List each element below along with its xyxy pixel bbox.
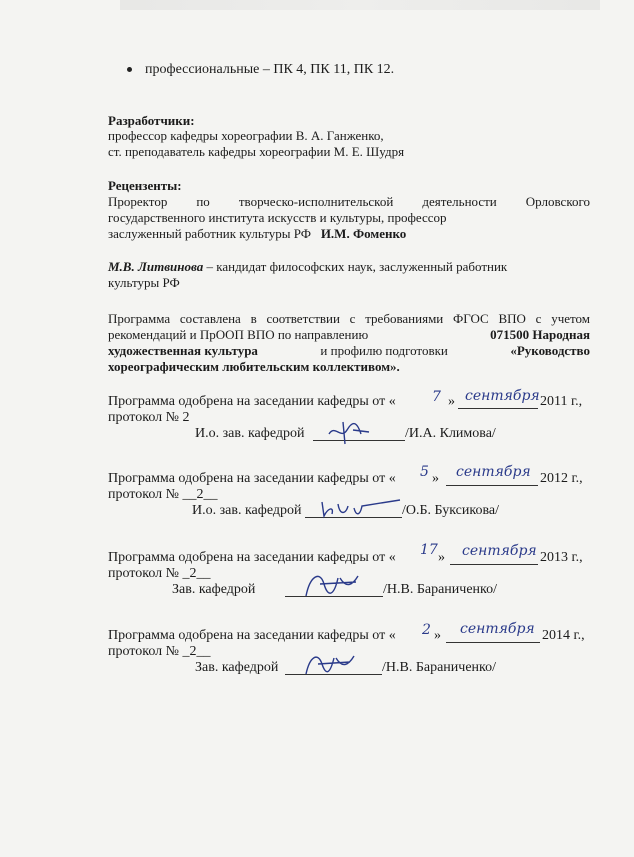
approval-2-signature xyxy=(318,494,402,520)
approval-1-year: 2011 г., xyxy=(540,394,583,409)
reviewers-heading: Рецензенты: xyxy=(108,178,182,193)
approval-2-month: сентября xyxy=(456,464,531,480)
competence-bullet: профессиональные – ПК 4, ПК 11, ПК 12. xyxy=(145,62,395,77)
approval-4-quote: » xyxy=(434,628,441,643)
approval-4-year: 2014 г., xyxy=(542,628,585,643)
developer-2: ст. преподаватель кафедры хореографии М. Е. Шудря xyxy=(108,144,405,159)
approval-3-name: /Н.В. Бараниченко/ xyxy=(383,582,498,597)
approval-1-day: 7 xyxy=(432,389,441,405)
approval-1-signature xyxy=(325,418,375,446)
reviewer-2-desc: – кандидат философских наук, заслуженный работник xyxy=(203,259,508,274)
reviewer-1-title: заслуженный работник культуры РФ xyxy=(108,226,312,241)
approval-2-role: И.о. зав. кафедрой xyxy=(192,503,302,518)
approval-4-protocol: протокол № _2__ xyxy=(108,644,211,659)
reviewer-2-line-1 xyxy=(108,259,507,275)
approval-4-role: Зав. кафедрой xyxy=(195,660,279,675)
approval-3-day: 17 xyxy=(420,542,438,558)
approval-1-text: Программа одобрена на заседании кафедры от « xyxy=(108,394,396,409)
approval-1-quote: » xyxy=(448,394,455,409)
program-line-3 xyxy=(108,343,590,359)
developer-1: профессор кафедры хореографии В. А. Ганженко, xyxy=(108,128,384,143)
approval-4-name: /Н.В. Бараниченко/ xyxy=(382,660,497,675)
reviewer-1-name: И.М. Фоменко xyxy=(320,226,407,241)
program-line-4: хореографическим любительским коллективом». xyxy=(108,359,400,374)
approval-4-month: сентября xyxy=(460,621,535,637)
program-line-2 xyxy=(108,327,590,343)
approval-3-quote: » xyxy=(438,550,445,565)
approval-3-text: Программа одобрена на заседании кафедры от « xyxy=(108,550,396,565)
scan-artifact xyxy=(120,0,600,10)
approval-1-name: /И.А. Климова/ xyxy=(405,426,496,441)
approval-2-text: Программа одобрена на заседании кафедры от « xyxy=(108,471,396,486)
approval-2-quote: » xyxy=(432,471,439,486)
program-direction: 071500 Народная xyxy=(490,327,590,342)
program-profile: «Руководство xyxy=(510,343,590,358)
developers-heading: Разработчики: xyxy=(108,113,195,128)
reviewer-1-line-2: государственного института искусств и культуры, профессор xyxy=(108,210,447,225)
program-line-1: Программа составлена в соответствии с требованиями ФГОС ВПО с учетом xyxy=(108,311,590,326)
reviewer-1-line-3 xyxy=(108,226,406,242)
approval-4-month-line xyxy=(446,642,540,643)
approval-1-month-line xyxy=(458,408,538,409)
approval-4-day: 2 xyxy=(422,622,431,638)
approval-2-month-line xyxy=(446,485,538,486)
approval-2-year: 2012 г., xyxy=(540,471,583,486)
approval-1-role: И.о. зав. кафедрой xyxy=(195,426,305,441)
approval-3-year: 2013 г., xyxy=(540,550,583,565)
approval-2-protocol: протокол № __2__ xyxy=(108,487,218,502)
approval-3-month: сентября xyxy=(462,543,537,559)
program-line-2a: рекомендаций и ПрООП ВПО по направлению xyxy=(108,327,369,342)
program-line-3b: и профилю подготовки xyxy=(320,343,448,358)
approval-3-signature xyxy=(300,566,370,600)
approval-3-month-line xyxy=(450,564,538,565)
program-direction-cont: художественная культура xyxy=(108,343,258,358)
bullet-dot xyxy=(127,67,132,72)
approval-2-day: 5 xyxy=(420,464,429,480)
approval-3-role: Зав. кафедрой xyxy=(172,582,256,597)
reviewer-2-name: М.В. Литвинова xyxy=(108,259,204,274)
approval-2-name: /О.Б. Буксикова/ xyxy=(402,503,500,518)
reviewer-2-line-2: культуры РФ xyxy=(108,275,180,290)
approval-3-protocol: протокол № _2__ xyxy=(108,566,211,581)
approval-4-text: Программа одобрена на заседании кафедры от « xyxy=(108,628,396,643)
reviewer-1-line-1: Проректор по творческо-исполнительской деятельности Орловского xyxy=(108,194,590,209)
approval-1-protocol: протокол № 2 xyxy=(108,410,190,425)
approval-1-month: сентября xyxy=(465,388,540,404)
approval-4-signature xyxy=(300,648,364,678)
